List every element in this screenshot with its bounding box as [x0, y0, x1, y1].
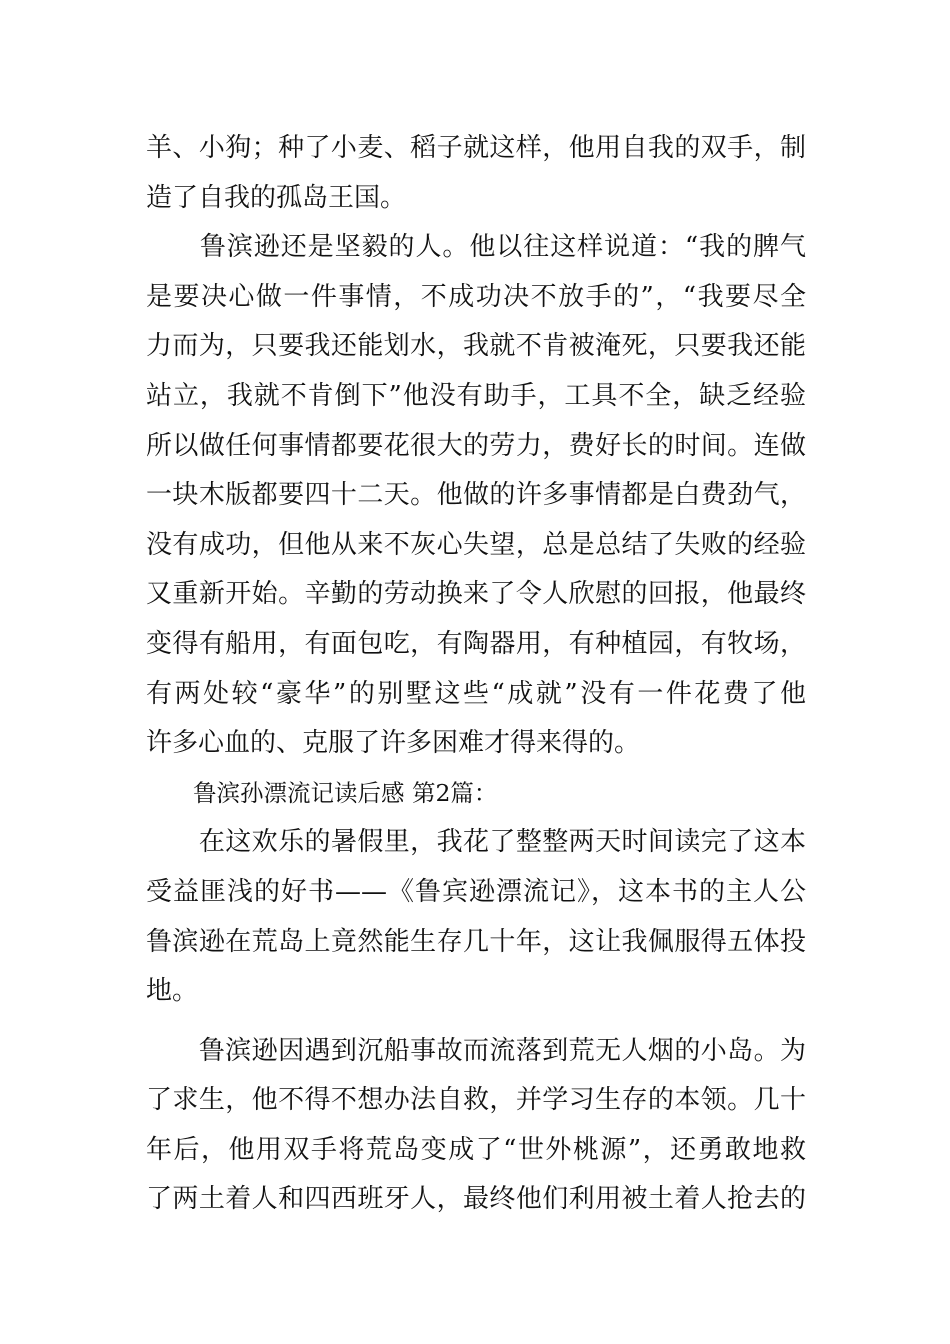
text-line: 有两处较“豪华”的别墅这些“成就”没有一件花费了他 — [146, 678, 806, 709]
heading-line: 鲁滨孙漂流记读后感 第2篇： — [146, 778, 498, 807]
text-line: 受益匪浅的好书——《鲁宾逊漂流记》，这本书的主人公 — [146, 876, 806, 907]
text-line: 站立，我就不肯倒下”他没有助手，工具不全，缺乏经验 — [146, 380, 806, 411]
text-line: 鲁滨逊还是坚毅的人。他以往这样说道：“我的脾气 — [146, 232, 806, 263]
text-line: 许多心血的、克服了许多困难才得来得的。 — [146, 728, 641, 759]
section-heading — [146, 769, 806, 819]
paragraph-3 — [146, 818, 806, 1016]
document-body — [146, 124, 806, 1225]
text-line: 又重新开始。辛勤的劳动换来了令人欣慰的回报，他最终 — [146, 579, 806, 610]
text-line: 鲁滨逊在荒岛上竟然能生存几十年，这让我佩服得五体投 — [146, 926, 806, 957]
text-line: 地。 — [146, 976, 199, 1007]
paragraph-2 — [146, 223, 806, 769]
text-line: 年后，他用双手将荒岛变成了“世外桃源”，还勇敢地救 — [146, 1134, 806, 1165]
paragraph-gap — [146, 1017, 806, 1027]
text-line: 羊、小狗；种了小麦、稻子就这样，他用自我的双手，制 — [146, 133, 806, 163]
text-line: 造了自我的孤岛王国。 — [146, 182, 407, 213]
text-line: 了求生，他不得不想办法自救，并学习生存的本领。几十 — [146, 1085, 806, 1116]
text-line: 是要决心做一件事情，不成功决不放手的”，“我要尽全 — [146, 281, 806, 312]
text-line: 在这欢乐的暑假里，我花了整整两天时间读完了这本 — [146, 827, 806, 858]
paragraph-4 — [146, 1027, 806, 1225]
text-line: 一块木版都要四十二天。他做的许多事情都是白费劲气， — [146, 480, 806, 511]
text-line: 没有成功，但他从来不灰心失望，总是总结了失败的经验 — [146, 529, 806, 560]
paragraph-1 — [146, 124, 806, 223]
text-line: 了两土着人和四西班牙人，最终他们利用被土着人抢去的 — [146, 1184, 806, 1215]
text-line: 力而为，只要我还能划水，我就不肯被淹死，只要我还能 — [146, 331, 806, 362]
text-line: 所以做任何事情都要花很大的劳力，费好长的时间。连做 — [146, 430, 806, 461]
text-line: 变得有船用，有面包吃，有陶器用，有种植园，有牧场， — [146, 628, 806, 659]
text-line: 鲁滨逊因遇到沉船事故而流落到荒无人烟的小岛。为 — [146, 1035, 806, 1066]
